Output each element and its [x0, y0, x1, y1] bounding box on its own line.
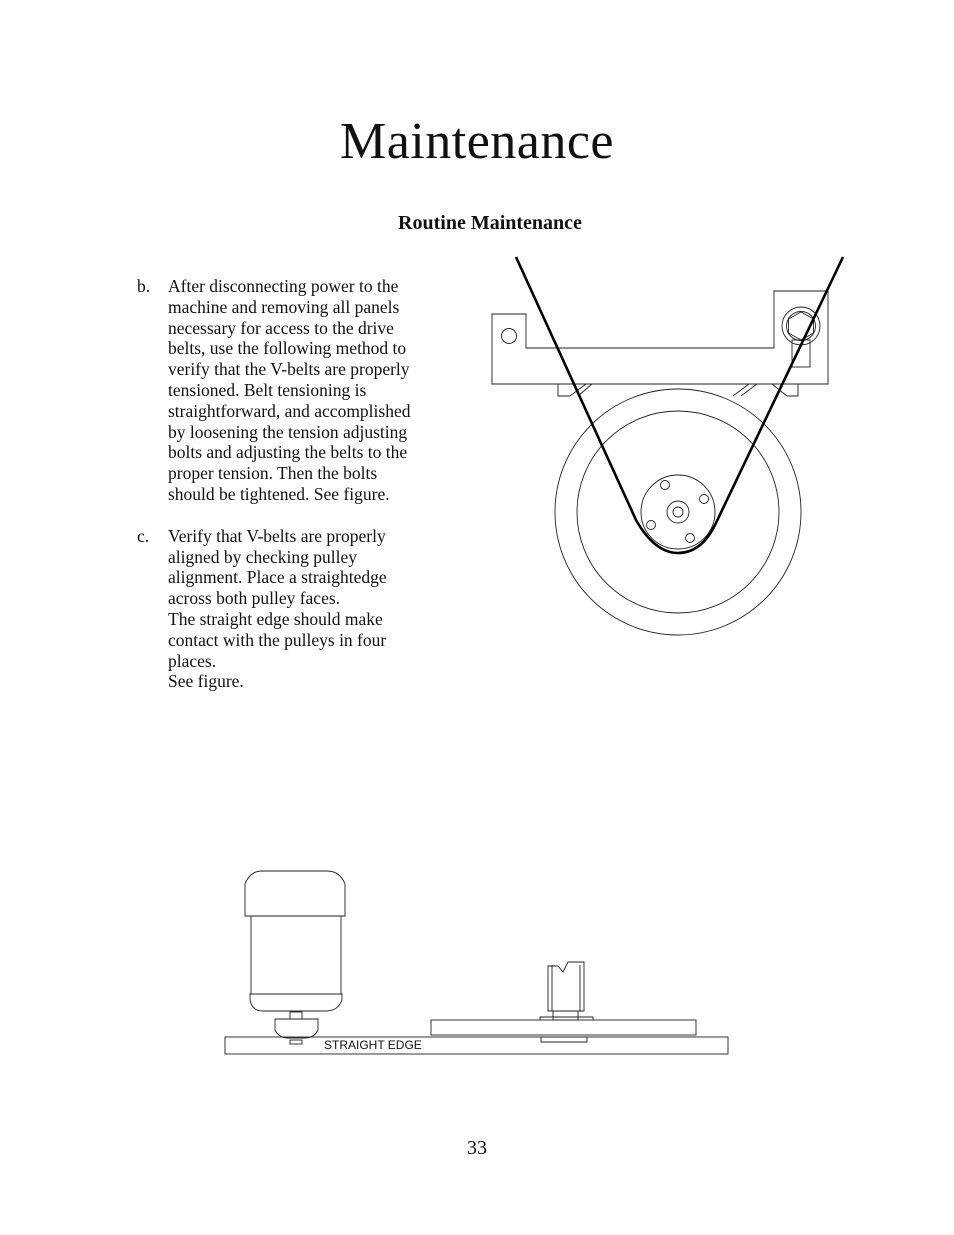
- mount-hole: [502, 329, 517, 344]
- page-number: 33: [467, 1137, 487, 1159]
- lower-plate: [558, 384, 798, 396]
- step-b: [137, 276, 447, 505]
- pulley-inner: [577, 411, 779, 613]
- step-marker: c.: [137, 525, 150, 546]
- step-text-line: alignment. Place a straightedge: [168, 567, 387, 588]
- step-text-line: proper tension. Then the bolts: [168, 463, 378, 484]
- tension-bolt: [782, 307, 820, 345]
- straight-edge-label: STRAIGHT EDGE: [324, 1038, 422, 1052]
- step-text-line: contact with the pulleys in four: [168, 629, 387, 650]
- step-text-line: by loosening the tension adjusting: [168, 421, 408, 442]
- motor-body: [245, 871, 345, 916]
- step-text-line: across both pulley faces.: [168, 588, 341, 609]
- section-subtitle: Routine Maintenance: [398, 212, 582, 234]
- instruction-steps: [137, 276, 447, 713]
- step-text-line: tensioned. Belt tensioning is: [168, 379, 367, 400]
- step-text-line: verify that the V-belts are properly: [168, 359, 410, 380]
- motor-pulley: [275, 1019, 318, 1038]
- step-text-line: should be tightened. See figure.: [168, 483, 390, 504]
- step-text-line: places.: [168, 650, 217, 671]
- step-c: [137, 526, 447, 692]
- pulley-hub: [641, 475, 715, 549]
- step-text-line: bolts and adjusting the belts to the: [168, 442, 408, 463]
- motor-mount-bracket: [492, 291, 828, 384]
- step-text-line: belts, use the following method to: [168, 338, 407, 359]
- step-text-line: necessary for access to the drive: [168, 317, 394, 338]
- step-text-line: The straight edge should make: [168, 608, 383, 629]
- step-text-line: straightforward, and accomplished: [168, 400, 411, 421]
- step-text-line: Verify that V-belts are properly: [168, 525, 386, 546]
- step-marker: b.: [137, 276, 151, 296]
- step-text-line: See figure.: [168, 671, 244, 692]
- belt-tension-figure: [480, 250, 860, 650]
- step-text-line: After disconnecting power to the: [168, 276, 399, 296]
- v-belt: [516, 257, 843, 553]
- driven-pulley-plate: [431, 1020, 696, 1035]
- page-title: Maintenance: [339, 113, 615, 170]
- step-text-line: machine and removing all panels: [168, 296, 400, 317]
- driven-shaft: [548, 962, 584, 1011]
- pulley-alignment-figure: [220, 865, 735, 1060]
- step-text-line: aligned by checking pulley: [168, 546, 358, 567]
